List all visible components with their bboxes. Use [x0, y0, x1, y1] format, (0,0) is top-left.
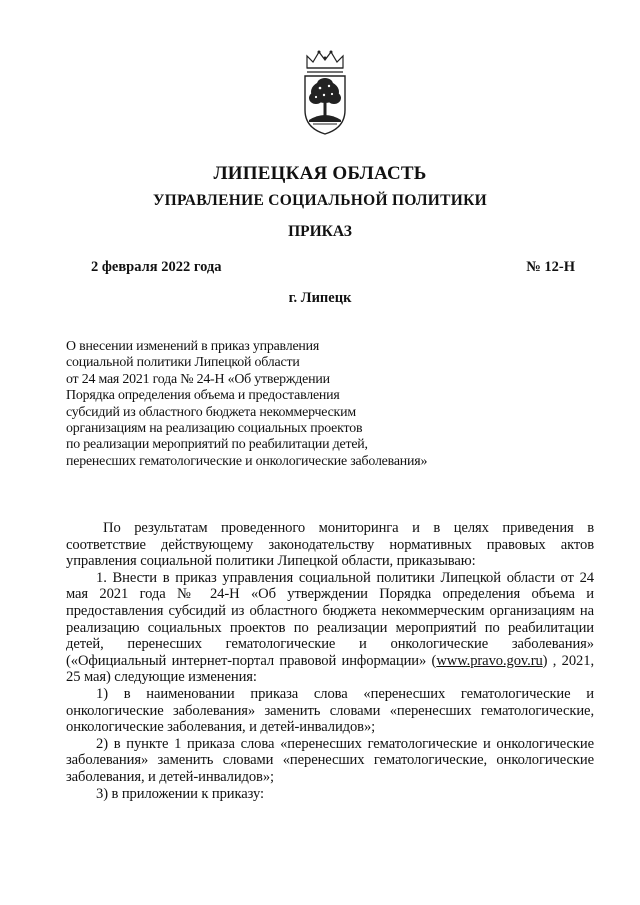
- subitem-2-paragraph: 2) в пункте 1 приказа слова «перенесших гематологические и онкологические заболевания» заменить словами «перенесших гематологические, онкологические заболевания, и детей-инвалидов»;: [66, 735, 594, 785]
- intro-paragraph: По результатам проведенного мониторинга и в целях приведения в соответствие действующему законодательству нормативных правовых актов управления социальной политики Липецкой области, приказываю:: [66, 520, 594, 570]
- subitem-1-paragraph: 1) в наименовании приказа слова «перенесших гематологические и онкологические заболевания» заменить словами «перенесших гематологические, онкологические заболевания, и детей-инвалидов»;: [66, 685, 594, 736]
- subject-line: О внесении изменений в приказ управления: [66, 339, 320, 354]
- document-number: № 12-Н: [526, 259, 575, 275]
- coat-of-arms-icon: [299, 48, 351, 138]
- subject-line: организациям на реализацию социальных проектов: [66, 421, 363, 437]
- subject-line: субсидий из областного бюджета некоммерческим: [66, 404, 356, 420]
- document-subject: [66, 339, 526, 470]
- document-body: [66, 520, 594, 802]
- region-title: ЛИПЕЦКАЯ ОБЛАСТЬ: [213, 163, 427, 184]
- subitem-3-paragraph: 3) в приложении к приказу:: [96, 785, 264, 802]
- item-1-text-end: ) , 2021, 25 мая) следующие изменения:: [66, 652, 594, 686]
- document-city: г. Липецк: [288, 290, 352, 306]
- item-1-paragraph: [66, 570, 594, 686]
- pravo-link[interactable]: www.pravo.gov.ru: [436, 652, 543, 669]
- subject-line: по реализации мероприятий по реабилитации детей,: [66, 437, 368, 453]
- subject-line: социальной политики Липецкой области: [66, 355, 300, 371]
- item-1-text: 1. Внести в приказ управления социальной политики Липецкой области от 24 мая 2021 года № 24-Н «Об утверждении Порядка определения объема и предоставления субсидий из областного бюджета некоммерческим организациям на реализацию социальных проектов по реализации мероприятий по реабилитации детей, перенесших гематологические и онкологические заболевания» («Официальный интернет-портал правовой информации» (: [66, 569, 594, 669]
- department-title: УПРАВЛЕНИЕ СОЦИАЛЬНОЙ ПОЛИТИКИ: [152, 192, 488, 209]
- document-date: 2 февраля 2022 года: [91, 259, 222, 275]
- document-type: ПРИКАЗ: [288, 223, 352, 240]
- subject-line: от 24 мая 2021 года № 24-Н «Об утверждении: [66, 371, 330, 387]
- subject-line: Порядка определения объема и предоставления: [66, 388, 340, 404]
- subject-line: перенесших гематологические и онкологические заболевания»: [66, 453, 428, 469]
